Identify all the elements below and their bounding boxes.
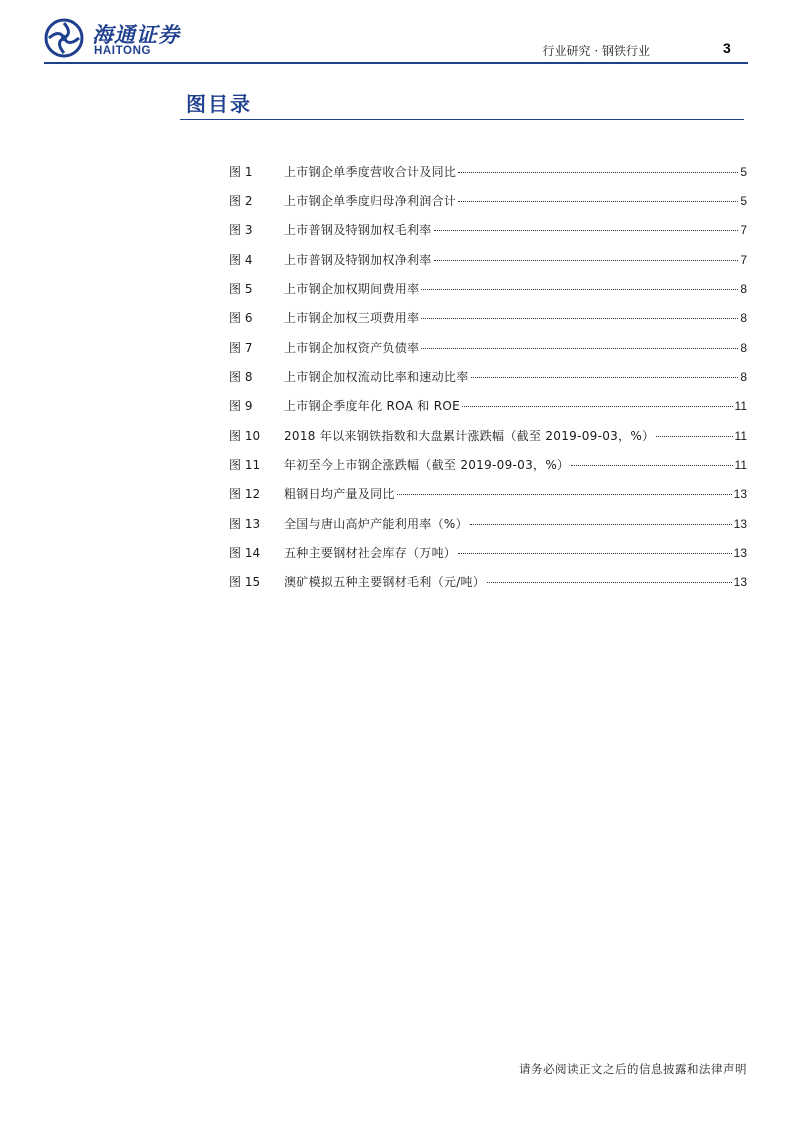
toc-item-page: 13	[733, 517, 747, 531]
toc-item-page: 11	[734, 429, 747, 443]
header-section-label: 行业研究 · 钢铁行业	[542, 44, 650, 58]
toc-item-page: 13	[733, 546, 747, 560]
toc-item[interactable]	[229, 368, 747, 386]
logo-name-en: HAITONG	[94, 45, 152, 57]
toc-item-text: 五种主要钢材社会库存（万吨）	[284, 546, 457, 560]
toc-leader-dots	[571, 465, 732, 466]
toc-item-text: 上市普钢及特钢加权毛利率	[284, 223, 432, 237]
toc-item[interactable]	[229, 221, 747, 239]
toc-item-page: 8	[740, 370, 747, 384]
toc-item-text: 上市钢企单季度营收合计及同比	[284, 165, 457, 179]
toc-item[interactable]	[229, 427, 747, 445]
toc-item[interactable]	[229, 397, 747, 415]
toc-item-page: 11	[734, 458, 747, 472]
toc-item-page: 8	[740, 282, 747, 296]
toc-item-text: 上市钢企单季度归母净利润合计	[284, 194, 457, 208]
page-number: 3	[723, 40, 731, 56]
toc-item-text: 粗钢日均产量及同比	[284, 487, 395, 501]
toc-item-label: 图 14	[229, 546, 261, 560]
toc-item-label: 图 6	[229, 311, 253, 325]
toc-item-label: 图 9	[229, 399, 253, 413]
toc-item-label: 图 3	[229, 223, 253, 237]
toc-item[interactable]	[229, 456, 747, 474]
toc-item[interactable]	[229, 280, 747, 298]
toc-item[interactable]	[229, 339, 747, 357]
toc-item-text: 上市钢企加权资产负债率	[284, 341, 420, 355]
toc-leader-dots	[434, 260, 739, 261]
toc-item-label: 图 7	[229, 341, 253, 355]
toc-item-text: 澳矿模拟五种主要钢材毛利（元/吨）	[284, 575, 486, 589]
toc-item[interactable]	[229, 309, 747, 327]
toc-item[interactable]	[229, 515, 747, 533]
toc-leader-dots	[458, 201, 738, 202]
toc-item-text: 上市钢企季度年化 ROA 和 ROE	[284, 399, 460, 413]
toc-item[interactable]	[229, 544, 747, 562]
toc-leader-dots	[471, 377, 739, 378]
toc-item-page: 5	[740, 165, 747, 179]
toc-leader-dots	[434, 230, 739, 231]
toc-item[interactable]	[229, 485, 747, 503]
toc-leader-dots	[458, 553, 731, 554]
toc-item-text: 全国与唐山高炉产能利用率（%）	[284, 517, 468, 531]
toc-item-text: 上市钢企加权流动比率和速动比率	[284, 370, 469, 384]
toc-item-label: 图 11	[229, 458, 261, 472]
header-divider	[44, 62, 748, 64]
toc-item-label: 图 5	[229, 282, 253, 296]
toc-item-page: 7	[740, 253, 747, 267]
toc-leader-dots	[397, 494, 732, 495]
toc-item-text: 上市普钢及特钢加权净利率	[284, 253, 432, 267]
toc-title-divider	[180, 119, 744, 120]
toc-item-label: 图 13	[229, 517, 261, 531]
haitong-logo	[44, 18, 194, 62]
toc-item-label: 图 4	[229, 253, 253, 267]
toc-leader-dots	[458, 172, 738, 173]
toc-leader-dots	[470, 524, 732, 525]
toc-item[interactable]	[229, 573, 747, 591]
toc-item-page: 13	[733, 487, 747, 501]
toc-leader-dots	[421, 289, 738, 290]
toc-item-text: 上市钢企加权期间费用率	[284, 282, 420, 296]
toc-leader-dots	[421, 348, 738, 349]
toc-item[interactable]	[229, 192, 747, 210]
toc-item-label: 图 8	[229, 370, 253, 384]
toc-item-label: 图 2	[229, 194, 253, 208]
toc-item-label: 图 1	[229, 165, 253, 179]
toc-item-label: 图 12	[229, 487, 261, 501]
haitong-logo-icon	[44, 18, 84, 58]
logo-name-cn: 海通证券	[92, 22, 180, 47]
toc-item-page: 8	[740, 341, 747, 355]
toc-item[interactable]	[229, 251, 747, 269]
toc-leader-dots	[421, 318, 738, 319]
toc-item-page: 8	[740, 311, 747, 325]
toc-item[interactable]	[229, 163, 747, 181]
toc-leader-dots	[487, 582, 731, 583]
footer-disclaimer: 请务必阅读正文之后的信息披露和法律声明	[519, 1062, 747, 1076]
toc-leader-dots	[462, 406, 733, 407]
toc-item-page: 11	[734, 399, 747, 413]
toc-title: 图目录	[186, 92, 252, 116]
toc-item-text: 上市钢企加权三项费用率	[284, 311, 420, 325]
toc-leader-dots	[656, 436, 732, 437]
toc-item-label: 图 10	[229, 429, 261, 443]
toc-item-page: 13	[733, 575, 747, 589]
toc-item-page: 7	[740, 223, 747, 237]
toc-item-label: 图 15	[229, 575, 261, 589]
toc-item-text: 2018 年以来钢铁指数和大盘累计涨跌幅（截至 2019-09-03，%）	[284, 429, 655, 443]
toc-item-text: 年初至今上市钢企涨跌幅（截至 2019-09-03，%）	[284, 458, 570, 472]
toc-item-page: 5	[740, 194, 747, 208]
